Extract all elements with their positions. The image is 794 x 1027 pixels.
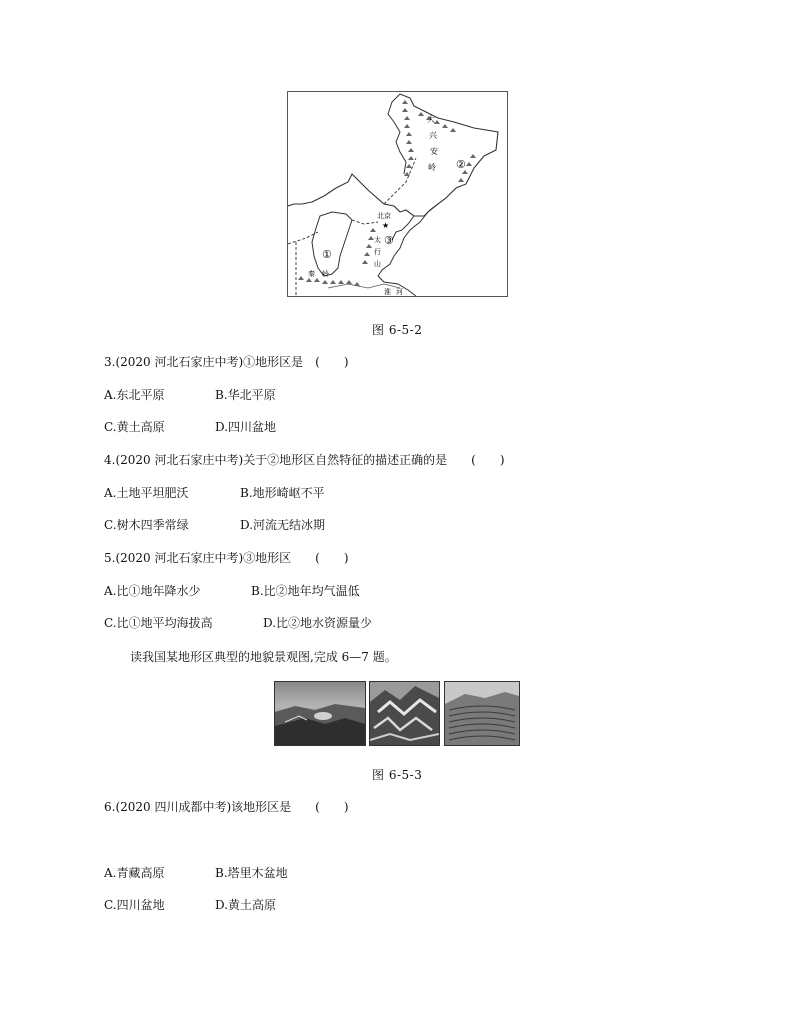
border-line xyxy=(388,94,406,174)
question-4-stem: 4.(2020 河北石家庄中考)关于②地形区自然特征的描述正确的是 ( ) xyxy=(104,453,505,467)
question-5-stem: 5.(2020 河北石家庄中考)③地形区 ( ) xyxy=(104,551,349,565)
question-3-option-d[interactable]: D.四川盆地 xyxy=(215,420,277,434)
question-4-option-a[interactable]: A.土地平坦肥沃 xyxy=(104,486,189,500)
question-6-stem: 6.(2020 四川成都中考)该地形区是 ( ) xyxy=(104,800,349,814)
map-label: 山 xyxy=(374,260,381,268)
beijing-star-icon: ★ xyxy=(382,221,390,230)
region-marker-1: ① xyxy=(322,248,332,261)
question-3-stem: 3.(2020 河北石家庄中考)①地形区是 ( ) xyxy=(104,355,349,369)
question-5-option-b[interactable]: B.比②地年均气温低 xyxy=(251,584,360,598)
question-5-option-a[interactable]: A.比①地年降水少 xyxy=(104,584,201,598)
coastline xyxy=(392,216,414,240)
question-4-option-d[interactable]: D.河流无结冰期 xyxy=(240,518,326,532)
landscape-photo-2 xyxy=(369,681,440,746)
question-5-option-c[interactable]: C.比①地平均海拔高 xyxy=(104,616,213,630)
map-label: 秦 xyxy=(308,270,315,278)
question-3-option-c[interactable]: C.黄土高原 xyxy=(104,420,165,434)
map-label: 兴 xyxy=(429,131,437,140)
landscape-photo-3 xyxy=(444,681,520,746)
intro-text: 读我国某地形区典型的地貌景观图,完成 6—7 题。 xyxy=(130,650,397,664)
map-label: 河 xyxy=(396,288,403,296)
region-boundary xyxy=(312,212,352,276)
question-4-option-c[interactable]: C.树木四季常绿 xyxy=(104,518,189,532)
dashed-line xyxy=(352,220,378,224)
map-label: 行 xyxy=(374,248,381,256)
mountain-range-taihangshan xyxy=(362,228,376,264)
map-label: 岭 xyxy=(322,270,329,278)
question-6-option-c[interactable]: C.四川盆地 xyxy=(104,898,165,912)
question-4-option-b[interactable]: B.地形崎岖不平 xyxy=(240,486,325,500)
map-label: 大 xyxy=(427,115,435,124)
map-figure xyxy=(287,91,508,297)
border-line xyxy=(288,94,498,216)
figure-caption-2: 图 6-5-3 xyxy=(372,768,423,782)
question-3-option-b[interactable]: B.华北平原 xyxy=(215,388,276,402)
map-label: 岭 xyxy=(428,163,436,172)
question-6-option-a[interactable]: A.青藏高原 xyxy=(104,866,165,880)
map-label: 安 xyxy=(430,147,438,156)
map-label: 北京 xyxy=(377,212,391,220)
question-6-option-d[interactable]: D.黄土高原 xyxy=(215,898,277,912)
map-illustration xyxy=(288,92,507,296)
question-3-option-a[interactable]: A.东北平原 xyxy=(104,388,165,402)
map-label: 淮 xyxy=(384,288,391,296)
region-marker-3: ③ xyxy=(384,234,394,247)
figure-caption-1: 图 6-5-2 xyxy=(372,323,423,337)
dashed-line xyxy=(384,158,416,204)
map-label: 太 xyxy=(374,236,381,244)
question-6-option-b[interactable]: B.塔里木盆地 xyxy=(215,866,288,880)
question-5-option-d[interactable]: D.比②地水资源量少 xyxy=(263,616,373,630)
region-marker-2: ② xyxy=(456,158,466,171)
landscape-photo-1 xyxy=(274,681,366,746)
